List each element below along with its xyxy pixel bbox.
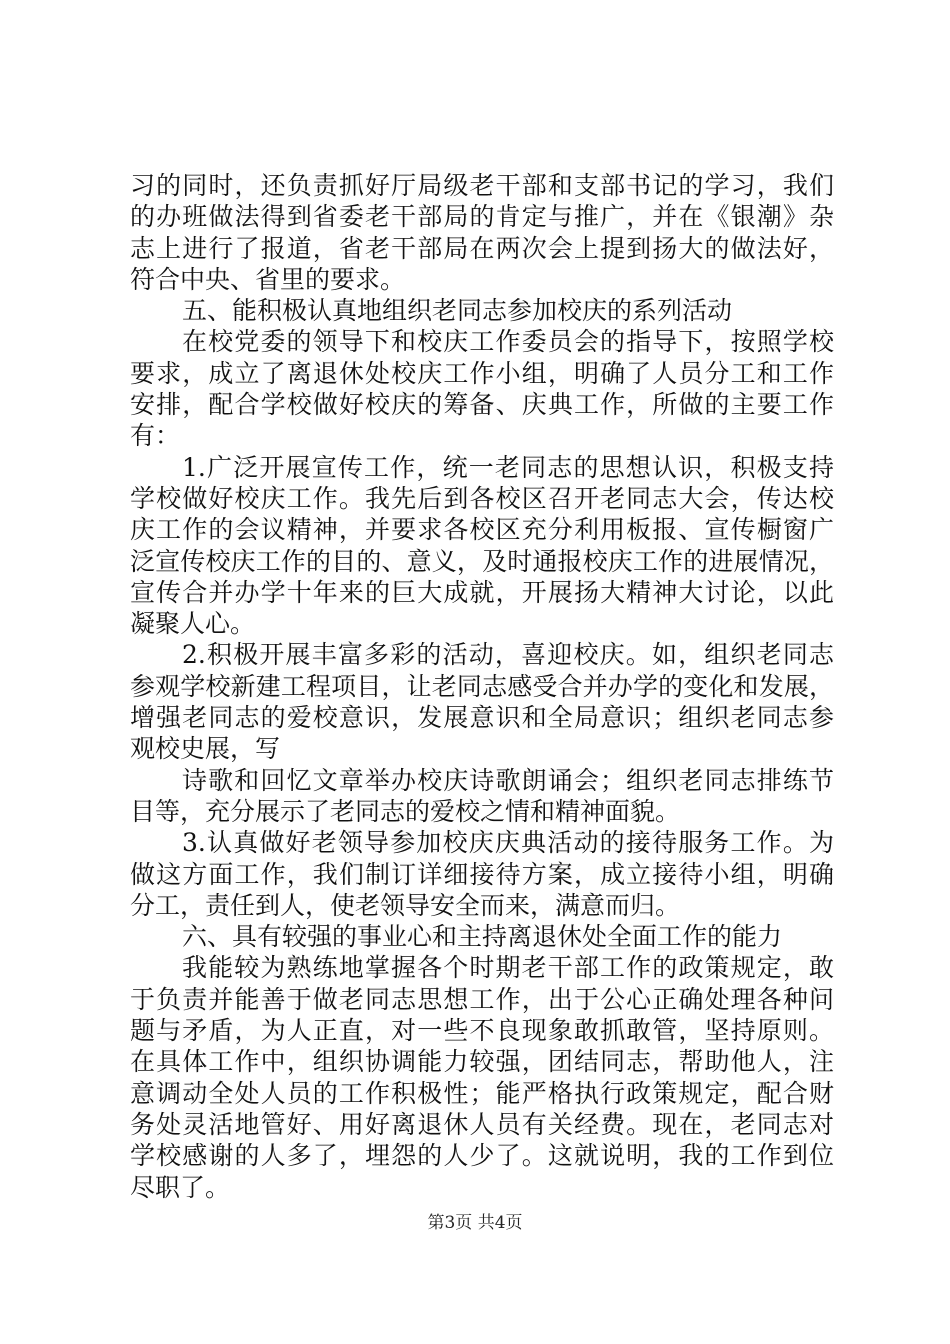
page-footer xyxy=(0,1212,950,1234)
page-number-label: 第3页 共4页 xyxy=(427,1213,523,1233)
text-line: 凝聚人心。 xyxy=(130,609,256,639)
text-line: 六、具有较强的事业心和主持离退休处全面工作的能力 xyxy=(182,922,783,952)
text-line: 安排，配合学校做好校庆的筹备、庆典工作，所做的主要工作 xyxy=(130,390,834,420)
text-line: 泛宣传校庆工作的目的、意义，及时通报校庆工作的进展情况， xyxy=(130,546,834,576)
text-line: 的办班做法得到省委老干部局的肯定与推广，并在《银潮》杂 xyxy=(130,202,834,232)
text-line: 志上进行了报道，省老干部局在两次会上提到扬大的做法好， xyxy=(130,233,834,263)
text-line: 要求，成立了离退休处校庆工作小组，明确了人员分工和工作 xyxy=(130,358,834,388)
text-line: 目等，充分展示了老同志的爱校之情和精神面貌。 xyxy=(130,796,681,826)
text-line: 增强老同志的爱校意识，发展意识和全局意识；组织老同志参 xyxy=(130,703,834,733)
text-line: 3.认真做好老领导参加校庆庆典活动的接待服务工作。为 xyxy=(182,828,834,858)
text-line: 题与矛盾，为人正直，对一些不良现象敢抓敢管，坚持原则。 xyxy=(130,1016,834,1046)
text-line: 学校感谢的人多了，埋怨的人少了。这就说明，我的工作到位 xyxy=(130,1141,834,1171)
text-line: 符合中央、省里的要求。 xyxy=(130,264,406,294)
text-line: 在具体工作中，组织协调能力较强，团结同志，帮助他人，注 xyxy=(130,1047,834,1077)
text-line: 学校做好校庆工作。我先后到各校区召开老同志大会，传达校 xyxy=(130,483,834,513)
text-line: 于负责并能善于做老同志思想工作，出于公心正确处理各种问 xyxy=(130,984,834,1014)
text-line: 尽职了。 xyxy=(130,1172,231,1202)
text-line: 五、能积极认真地组织老同志参加校庆的系列活动 xyxy=(182,296,733,326)
text-line: 诗歌和回忆文章举办校庆诗歌朗诵会；组织老同志排练节 xyxy=(182,765,834,795)
text-line: 2.积极开展丰富多彩的活动，喜迎校庆。如，组织老同志 xyxy=(182,640,834,670)
document-body xyxy=(130,170,834,1203)
text-line: 宣传合并办学十年来的巨大成就，开展扬大精神大讨论，以此 xyxy=(130,577,834,607)
text-line: 意调动全处人员的工作积极性；能严格执行政策规定，配合财 xyxy=(130,1078,834,1108)
text-line: 我能较为熟练地掌握各个时期老干部工作的政策规定，敢 xyxy=(182,953,834,983)
text-line: 务处灵活地管好、用好离退休人员有关经费。现在，老同志对 xyxy=(130,1109,834,1139)
text-line: 习的同时，还负责抓好厅局级老干部和支部书记的学习，我们 xyxy=(130,171,834,200)
text-line: 参观学校新建工程项目，让老同志感受合并办学的变化和发展， xyxy=(130,671,834,701)
text-line: 有： xyxy=(130,421,181,451)
text-line: 在校党委的领导下和校庆工作委员会的指导下，按照学校 xyxy=(182,327,834,357)
text-line: 做这方面工作，我们制订详细接待方案，成立接待小组，明确 xyxy=(130,859,834,889)
text-line: 分工，责任到人，使老领导安全而来，满意而归。 xyxy=(130,890,681,920)
text-line: 1.广泛开展宣传工作，统一老同志的思想认识，积极支持 xyxy=(182,452,834,482)
text-line: 观校史展，写 xyxy=(130,734,281,764)
text-line: 庆工作的会议精神，并要求各校区充分利用板报、宣传橱窗广 xyxy=(130,515,834,545)
